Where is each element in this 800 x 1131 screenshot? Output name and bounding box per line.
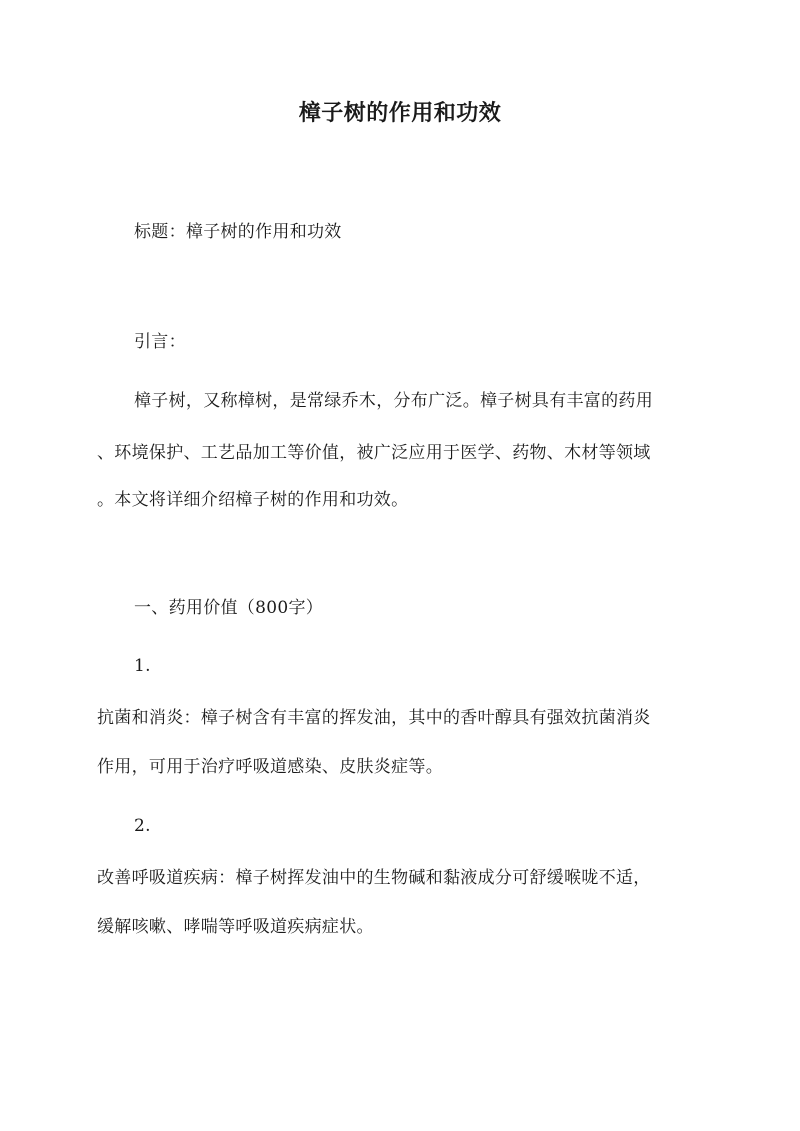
item-number-2: 2. (134, 816, 151, 836)
page-title: 樟子树的作用和功效 (298, 100, 502, 126)
intro-heading: 引言： (134, 332, 186, 352)
item-1-line-2: 作用，可用于治疗呼吸道感染、皮肤炎症等。 (97, 757, 443, 777)
intro-line-2: 、环境保护、工艺品加工等价值，被广泛应用于医学、药物、木材等领域 (97, 443, 651, 463)
item-2-line-2: 缓解咳嗽、哮喘等呼吸道疾病症状。 (97, 917, 374, 937)
section-heading-medicinal: 一、药用价值（800字） (134, 598, 324, 618)
intro-line-1: 樟子树，又称樟树，是常绿乔木，分布广泛。樟子树具有丰富的药用 (134, 391, 653, 411)
subtitle-line: 标题：樟子树的作用和功效 (134, 222, 342, 242)
item-1-line-1: 抗菌和消炎：樟子树含有丰富的挥发油，其中的香叶醇具有强效抗菌消炎 (97, 708, 651, 728)
item-2-line-1: 改善呼吸道疾病：樟子树挥发油中的生物碱和黏液成分可舒缓喉咙不适， (97, 868, 651, 888)
intro-line-3: 。本文将详细介绍樟子树的作用和功效。 (97, 490, 409, 510)
item-number-1: 1. (134, 656, 151, 676)
